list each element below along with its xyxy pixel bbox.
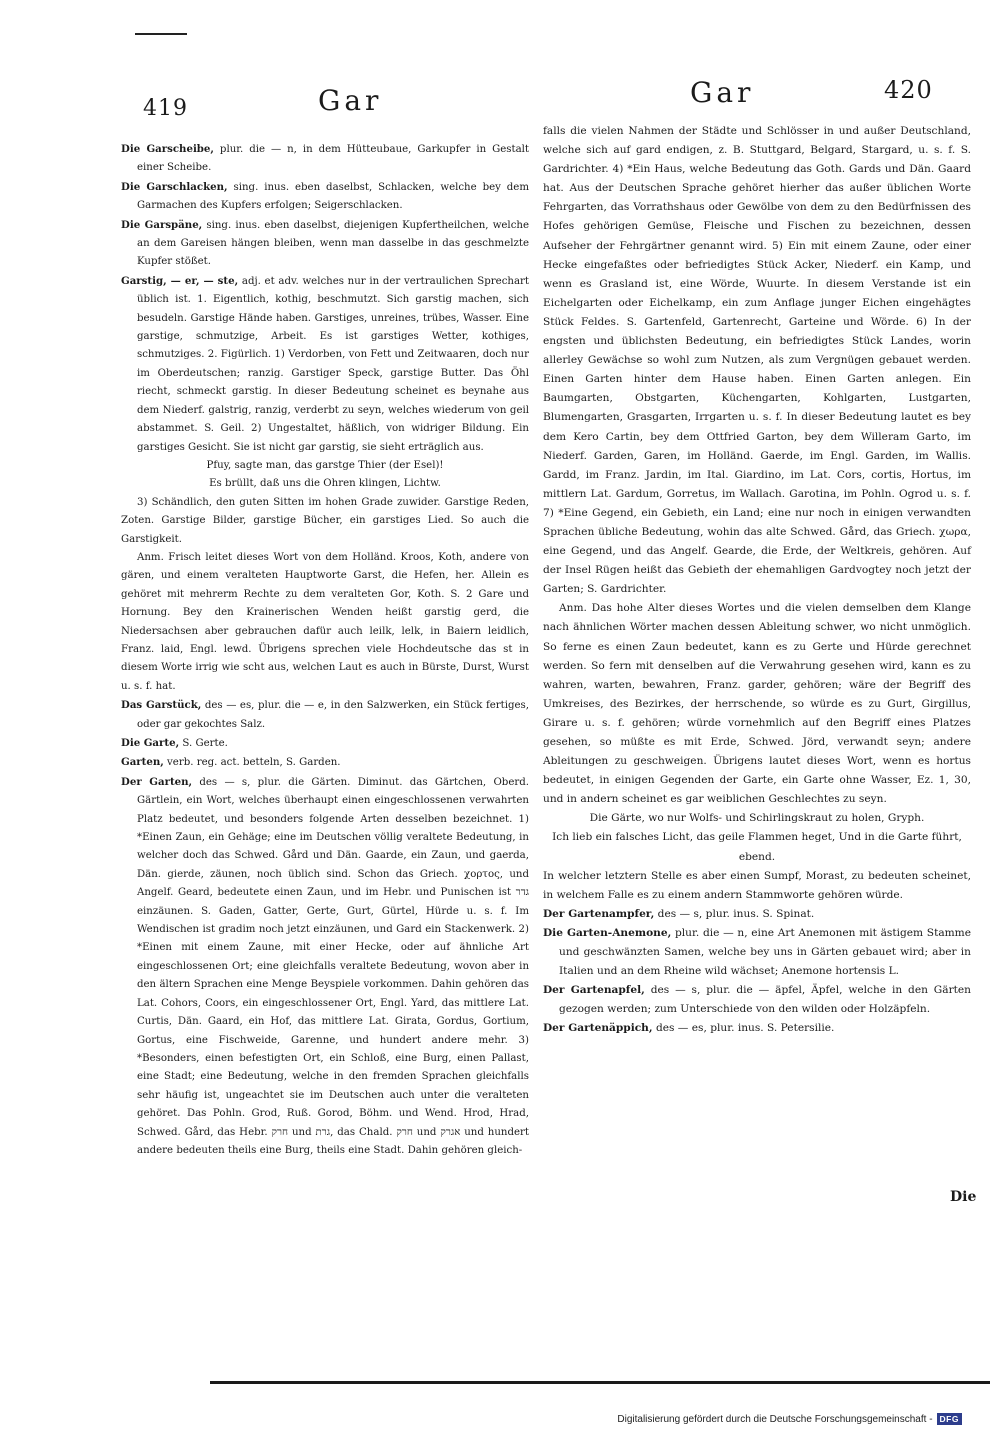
right-column: [543, 122, 971, 1039]
entry-definition: des — s, plur. die Gärten. Diminut. das Gärtchen, Oberd. Gärtlein, ein Wort, welches überhaupt einen eingeschlossenen verwahrten Platz bedeutet, und besonders folgende Arten desselben bezeichnet. 1) *Einen Zaun, ein Gehäge; eine im Deutschen völlig veraltete Bedeutung, in welcher doch das Schwed. Gård und Dän. Gaarde, ein Zaun, und gaerda, Dän. gierde, zäunen, noch üblich sind. Schon das Griech. χορτος, und Angelf. Geard, bedeutete einen Zaun, und im Hebr. und Punischen ist גדר einzäunen. S. Gaden, Gatter, Gerte, Gurt, Gürtel, Hürde u. s. f. Im Wendischen ist gradim noch jetzt einzäunen, und Gard ein Stackenwerk. 2) *Einen mit einem Zaune, mit einer Hecke, oder auf ähnliche Art eingeschlossenen Ort; eine gleichfalls veraltete Bedeutung, wovon aber in den ältern Sprachen eine Menge Beyspiele vorkommen. Dahin gehören das Lat. Cohors, Coors, ein eingeschlossener Ort, Engl. Yard, das mittlere Lat. Curtis, Dän. Gaard, ein Hof, das mittlere Lat. Girata, Gordus, Gortium, Gortus, eine Fischweide, Garenne, und hundert andere mehr. 3) *Besonders, einen befestigten Ort, ein Schloß, eine Burg, einen Pallast, eine Stadt; eine Bedeutung, welche in den fremden Sprachen gleichfalls sehr häufig ist, ungeachtet sie im Deutschen auch unter die veralteten gehöret. Das Pohln. Grod, Ruß. Gorod, Böhm. und Wend. Hrod, Hrad, Schwed. Gård, das Hebr. חרק und גרת, das Chald. חרק und אגרק und hundert andere bedeuten theils eine Burg, theils eine Stadt. Dahin gehören gleich-: [137, 776, 529, 1156]
entry-definition: sing. inus. eben daselbst, Schlacken, welche bey dem Garmachen des Kupfers erfolgen; Seigerschlacken.: [137, 181, 529, 212]
running-head-right: Gar: [690, 76, 755, 109]
verse-quote: Pfuy, sagte man, das garstge Thier (der Esel)!: [206, 459, 444, 471]
dictionary-entry: [543, 981, 971, 1019]
dictionary-entry: [121, 178, 529, 216]
entry-definition: plur. die — n, eine Art Anemonen mit ästigem Stamme und geschwänzten Samen, welche bey uns in Gärten gebauet wird; aber in Italien und an dem Rheine wild wächset; Anemone hortensis L.: [559, 926, 971, 978]
entry-definition: des — s, plur. inus. S. Spinat.: [654, 907, 815, 920]
entry-paragraph: Anm. Das hohe Alter dieses Wortes und die vielen demselben dem Klange nach ähnlichen Wörter machen dessen Ableitung schwer, wo nicht unmöglich. So ferne es einen Zaun bedeutet, kann es zu Gerte und Hürde gerechnet werden. So fern mit denselben auf die Verwahrung gesehen wird, kann es zu wahren, warten, bewahren, Franz. garder, gehören; wäre der Begriff des Umkreises, des Bezirkes, der herrschende, so würde es zu Gurt, Girgillus, Girare u. s. f. gehören; würde vornehmlich auf den Begriff eines Platzes gesehen, so müßte es mit Erde, Schwed. Jörd, verwandt seyn; andere Ableitungen zu geschweigen. Übrigens lautet dieses Wort, wenn es hortus bedeutet, in einigen Gegenden der Garte, ein Garte ohne Wasser, Ez. 1, 30, und in andern scheinet es gar weiblichen Geschlechtes zu seyn.: [543, 602, 971, 806]
bottom-rule: [210, 1381, 990, 1384]
verse-quote: Ich lieb ein falsches Licht, das geile Flammen heget, Und in die Garte führt, ebend.: [552, 831, 962, 863]
entry-definition: verb. reg. act. betteln, S. Garden.: [163, 757, 341, 769]
dictionary-entry: [121, 696, 529, 734]
dfg-logo: DFG: [937, 1413, 962, 1425]
left-column: [121, 140, 529, 1160]
footer: [617, 1413, 962, 1425]
page-number-left: 419: [143, 96, 188, 121]
entry-definition: des — s, plur. die — äpfel, Äpfel, welche in den Gärten gezogen werden; zum Unterschiede von den wilden oder Holzäpfeln.: [559, 984, 971, 1016]
verse-quote: Die Gärte, wo nur Wolfs- und Schirlingskraut zu holen, Gryph.: [589, 812, 925, 825]
entry-definition: adj. et adv. welches nur in der vertraulichen Sprechart üblich ist. 1. Eigentlich, kothig, beschmutzt. Sich garstig machen, sich besudeln. Garstige Hände haben. Garstiges, unreines, trübes, Wasser. Eine garstige, schmutzige, Arbeit. Es ist garstiges Wetter, kothiges, schmutziges. 2. Figürlich. 1) Verdorben, von Fett und Zeitwaaren, doch nur im Oberdeutschen; ranzig. Garstiger Speck, garstige Butter. Das Öhl riecht, schmeckt garstig. In dieser Bedeutung scheinet es beynahe aus dem Niederf. galstrig, ranzig, verderbt zu seyn, welches wiederum von geil abstammet. S. Geil. 2) Ungestaltet, häßlich, von widriger Bildung. Ein garstiges Gesicht. Sie ist nicht gar garstig, sie sieht erträglich aus.: [137, 275, 530, 453]
dictionary-entry: [121, 140, 529, 178]
entry-headword: Die Garten-Anemone,: [543, 926, 672, 939]
dictionary-entry: [121, 753, 529, 772]
entry-continuation: In welcher letztern Stelle es aber einen Sumpf, Morast, zu bedeuten scheinet, in welchem Falle es zu einem andern Stammworte gehören würde.: [543, 869, 971, 901]
page-number-right: 420: [884, 76, 933, 104]
entry-definition: plur. die — n, in dem Hütteubaue, Garkupfer in Gestalt einer Scheibe.: [137, 144, 529, 174]
entry-definition: des — es, plur. inus. S. Petersilie.: [652, 1022, 835, 1035]
verse-quote: Es brüllt, daß uns die Ohren klingen, Lichtw.: [209, 478, 441, 490]
dictionary-entry: [121, 216, 529, 272]
entry-paragraph: Anm. Frisch leitet dieses Wort von dem Holländ. Kroos, Koth, andere von gären, und einem veralteten Hauptworte Garst, die Hefen, her. Allein es gehöret mit mehrerm Rechte zu dem veralteten Gor, Koth. S. 2 Gare und Hornung. Bey den Krainerischen Wenden heißt garstig gerd, die Niedersachsen aber gebrauchen dafür auch leilk, lelk, in Baiern leidlich, Franz. laid, Engl. lewd. Übrigens sprechen viele Hochdeutsche das st in diesem Worte irrig wie scht aus, welchen Laut es auch in Bürste, Durst, Wurst u. s. f. hat.: [121, 551, 529, 692]
dictionary-entry: [543, 1019, 971, 1038]
dictionary-entry: [121, 773, 529, 1161]
dictionary-entry: [543, 905, 971, 924]
entry-definition: des — es, plur. die — e, in den Salzwerken, ein Stück fertiges, oder gar gekochtes Salz.: [137, 700, 529, 730]
dictionary-entry: [121, 734, 529, 753]
entry-continuation: falls die vielen Nahmen der Städte und Schlösser in und außer Deutschland, welche sich auf gard endigen, z. B. Stuttgard, Belgard, Stargard, u. s. f. S. Gardrichter. 4) *Ein Haus, welche Bedeutung das Goth. Gards und Dän. Gaard hat. Aus der Deutschen Sprache gehöret hierher das außer üblichen Worte Fehrgarten, das Vorrathshaus oder Gewölbe von dem zu den Bedürfnissen des Hofes gehörigen Gemüse, Fleische und Fischen zu bezeichnen, dessen Aufseher der Fehrgärtner genannt wird. 5) Ein mit einem Zaune, oder einer Hecke eingefaßtes oder befriedigtes Stück Acker, Niederf. ein Kamp, und wenn es Grasland ist, eine Wörde, Wuurte. In diesem Verstande ist ein Eichelgarten oder Eichelkamp, ein zum Anflage junger Eichen eingehägtes Stück Feldes. S. Gartenfeld, Gartenrecht, Garteine und Wörde. 6) In der engsten und üblichsten Bedeutung, ein befriedigtes Stück Landes, worin allerley Gewächse so wohl zum Nutzen, als zum Vergnügen gebauet werden. Einen Garten hinter dem Hause haben. Einen Garten anlegen. Ein Baumgarten, Obstgarten, Küchengarten, Kohlgarten, Lustgarten, Blumengarten, Grasgarten, Irrgarten u. s. f. In dieser Bedeutung lautet es bey dem Kero Cartin, bey dem Ottfried Garton, bey dem Willeram Garto, im Niederf. Garden, Garen, im Holländ. Gaerde, im Engl. Garden, im Wallis. Gardd, im Franz. Jardin, im Ital. Giardino, im Lat. Cors, cortis, Hortus, im mittlern Lat. Gardum, Gorretus, im Wallach. Garotina, im Pohln. Ogrod u. s. f. 7) *Eine Gegend, ein Gebieth, ein Land; eine nur noch in einigen verwandten Sprachen übliche Bedeutung, wohin das alte Schwed. Gård, das Griech. χωρα, eine Gegend, und das Angelf. Gearde, die Erde, der Weltkreis, gehören. Auf der Insel Rügen heißt das Gebieth der ehemahligen Gardvogtey noch jetzt der Garten; S. Gardrichter.: [543, 125, 971, 596]
entry-headword: Das Garstück,: [121, 699, 202, 712]
entry-headword: Die Garscheibe,: [121, 143, 214, 155]
entry-headword: Der Gartenampfer,: [543, 907, 655, 920]
entry-headword: Der Gartenäppich,: [543, 1022, 653, 1035]
entry-headword: Der Garten,: [121, 775, 193, 788]
running-head-left: Gar: [318, 84, 383, 117]
entry-headword: Die Garschlacken,: [121, 180, 228, 193]
catchword: Die: [950, 1189, 977, 1205]
dictionary-entry: [121, 272, 529, 457]
top-rule: [135, 33, 187, 35]
footer-text: Digitalisierung gefördert durch die Deutsche Forschungsgemeinschaft -: [617, 1413, 933, 1425]
dictionary-entry: [543, 924, 971, 981]
entry-headword: Garten,: [121, 756, 164, 769]
entry-headword: Der Gartenapfel,: [543, 984, 645, 997]
entry-headword: Die Garte,: [121, 737, 180, 749]
entry-headword: Die Garspäne,: [121, 218, 203, 231]
entry-headword: Garstig, — er, — ste,: [121, 274, 239, 287]
entry-definition: sing. inus. eben daselbst, diejenigen Kupfertheilchen, welche an dem Gareisen hängen bleiben, wenn man dasselbe in das geschmelzte Kupfer stößet.: [137, 219, 529, 268]
entry-definition: S. Gerte.: [179, 738, 228, 749]
entry-paragraph: 3) Schändlich, den guten Sitten im hohen Grade zuwider. Garstige Reden, Zoten. Garstige Bilder, garstige Bücher, ein garstiges Lied. So auch die Garstigkeit.: [121, 496, 529, 545]
